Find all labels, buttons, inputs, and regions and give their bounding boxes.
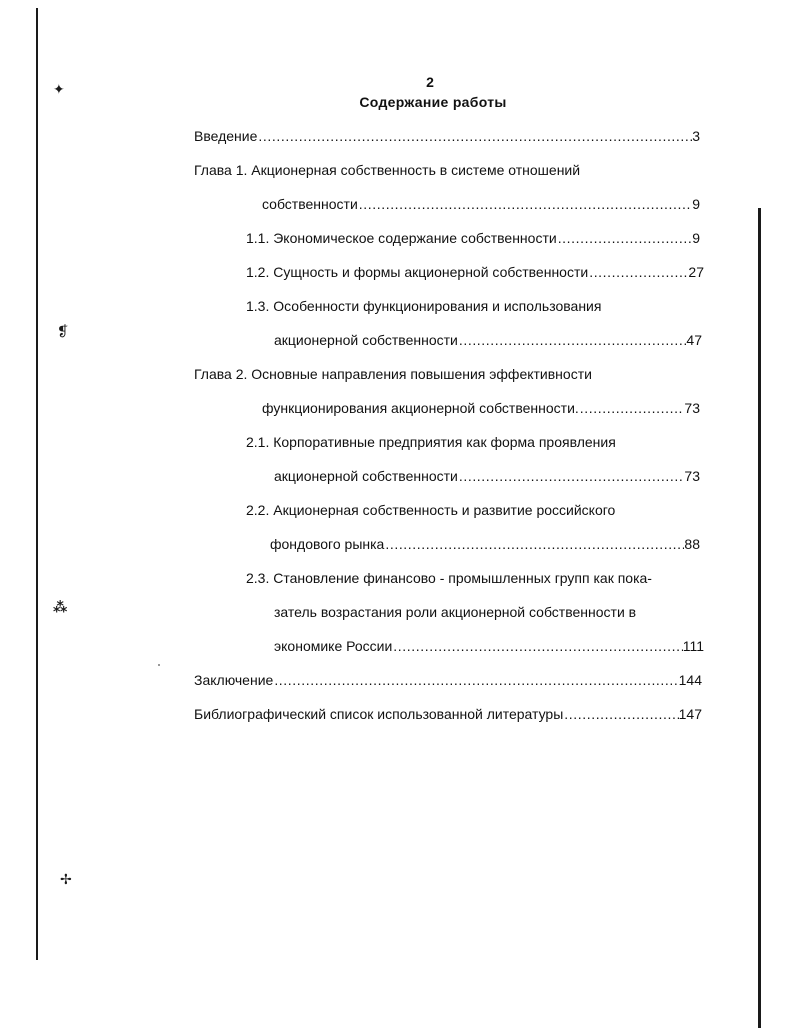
toc-section-2-2-title: 2.2. Акционерная собственность и развитие российского (246, 502, 616, 518)
toc-entry-page: 27 (688, 264, 704, 280)
dot-leader (588, 263, 688, 281)
toc-entry-section-1-3 (274, 331, 702, 349)
toc-section-2-3-title: 2.3. Становление финансово - промышленных групп как пока- (246, 570, 652, 586)
toc-entry-section-1-2 (246, 263, 704, 281)
scan-edge-right (758, 208, 761, 1028)
dot-leader (458, 467, 685, 485)
toc-entry-label: фондового рынка (270, 536, 385, 552)
dot-leader (392, 637, 682, 655)
scan-speck-4: ✢ (60, 871, 72, 887)
toc-entry-page: 73 (684, 400, 700, 416)
toc-entry-page: 3 (692, 128, 700, 144)
toc-entry-label: акционерной собственности (274, 332, 458, 348)
scan-edge-left (36, 8, 38, 960)
toc-entry-label: экономике России (274, 638, 393, 654)
toc-entry-page: 144 (678, 672, 702, 688)
dot-leader (557, 229, 693, 247)
dot-leader (579, 399, 685, 417)
toc-entry-label: собственности (262, 196, 358, 212)
scan-speck-3: ⁂ (53, 599, 68, 615)
toc-entry-label: Введение (194, 128, 258, 144)
scan-speck-1: ✦ (53, 81, 65, 97)
dot-leader (358, 195, 692, 213)
toc-entry-page: 73 (684, 468, 700, 484)
toc-entry-section-1-1 (246, 229, 700, 247)
toc-entry-section-2-3 (274, 637, 704, 655)
toc-entry-chapter-2 (262, 399, 700, 417)
toc-entry-label: функционирования акционерной собственности. (262, 400, 579, 416)
toc-entry-page: 88 (684, 536, 700, 552)
dot-leader (257, 127, 692, 145)
dot-leader (384, 535, 684, 553)
dot-leader (458, 331, 687, 349)
toc-entry-conclusion (194, 671, 702, 689)
page-number: 2 (426, 74, 434, 90)
toc-entry-chapter-1 (262, 195, 700, 213)
toc-entry-page: 9 (692, 230, 700, 246)
toc-chapter-2-title: Глава 2. Основные направления повышения эффективности (194, 366, 592, 382)
toc-section-2-3-title-cont: затель возрастания роли акционерной собственности в (274, 604, 637, 620)
toc-section-1-3-title: 1.3. Особенности функционирования и использования (246, 298, 602, 314)
toc-entry-section-2-1 (274, 467, 700, 485)
toc-entry-introduction (194, 127, 700, 145)
toc-entry-page: 147 (678, 706, 702, 722)
toc-entry-label: 1.1. Экономическое содержание собственности (246, 230, 557, 246)
toc-entry-label: акционерной собственности (274, 468, 458, 484)
toc-section-2-1-title: 2.1. Корпоративные предприятия как форма проявления (246, 434, 616, 450)
toc-entry-section-2-2 (270, 535, 700, 553)
toc-entry-page: 47 (686, 332, 702, 348)
toc-entry-label: Заключение (194, 672, 274, 688)
dot-leader (273, 671, 678, 689)
toc-entry-label: 1.2. Сущность и формы акционерной собственности (246, 264, 589, 280)
scan-dot (158, 664, 160, 666)
toc-entry-page: 111 (682, 638, 704, 654)
scan-speck-2: ❡ (57, 323, 69, 339)
dot-leader (563, 705, 678, 723)
toc-entry-page: 9 (692, 196, 700, 212)
toc-chapter-1-title: Глава 1. Акционерная собственность в системе отношений (194, 162, 581, 178)
toc-entry-label: Библиографический список использованной литературы (194, 706, 564, 722)
toc-entry-bibliography (194, 705, 702, 723)
toc-heading: Содержание работы (359, 94, 507, 110)
